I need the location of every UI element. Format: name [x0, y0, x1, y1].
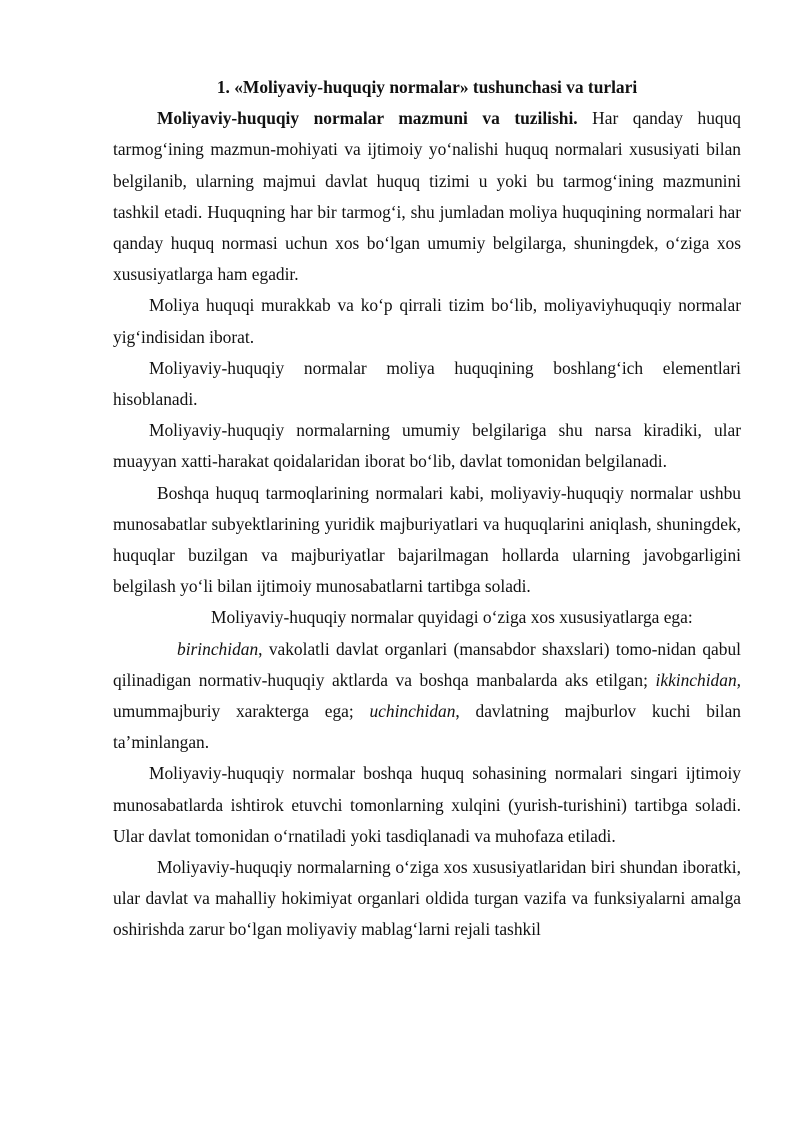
paragraph-behavior: Moliyaviy-huquqiy normalar boshqa huquq sohasining normalari singari ijtimoiy munosabatlarda ishtirok etuvchi tomonlarning xulqini (yurish-turishini) tartibga soladi. Ular davlat tomonidan o‘rnatiladi yoki tasdiqlanadi va muhofaza etiladi.	[113, 763, 741, 846]
first-label: birinchidan	[177, 638, 259, 659]
paragraph-regulation: Boshqa huquq tarmoqlarining normalari kabi, moliyaviy-huquqiy normalar ushbu munosabatlar subyektlarining yuridik majburiyatlari va huquqlarini aniqlash, shuningdek, huquqlar buzilgan va majburiyatlar bajarilmagan hollarda ularning javobgarligini belgilash yo‘li bilan ijtimoiy munosabatlarni tartibga soladi.	[113, 482, 741, 597]
first-text: , vakolatli davlat organlari (mansabdor shaxslari) tomo-nidan qabul qilinadigan normativ-huquqiy aktlarda va boshqa manbalarda aks etilgan;	[113, 638, 741, 690]
paragraph-structure	[113, 103, 741, 290]
third-label: uchinchidan	[369, 701, 456, 722]
section-heading: 1. «Moliyaviy-huquqiy normalar» tushunchasi va turlari	[216, 77, 638, 97]
second-label: ikkinchidan,	[655, 669, 741, 690]
third-text: , davlatning majburlov kuchi bilan ta’minlangan.	[113, 701, 741, 753]
paragraph-features-list	[113, 634, 741, 759]
second-text: umummajburiy xarakterga ega;	[113, 701, 370, 722]
document-page	[113, 72, 741, 946]
paragraph-lead: Moliyaviy-huquqiy normalar mazmuni va tuzilishi.	[157, 108, 578, 129]
paragraph-text: Har qanday huquq tarmog‘ining mazmun-mohiyati va ijtimoiy yo‘nalishi huquq normalari xususiyati bilan belgilanib, ularning majmui davlat huquq tizimi u yoki bu tarmog‘ining mazmunini tashkil etadi. Huquqning har bir tarmog‘i, shu jumladan moliya huquqining normalari har qanday huquq normasi uchun xos bo‘lgan umumiy belgilarga, shuningdek, o‘ziga xos xususiyatlarga ham egadir.	[113, 108, 741, 285]
paragraph-specific-feature: Moliyaviy-huquqiy normalarning o‘ziga xos xususiyatlaridan biri shundan iboratki, ular davlat va mahalliy hokimiyat organlari oldida turgan vazifa va funksiyalarni amalga oshirishda zarur bo‘lgan moliyaviy mablag‘larni rejali tashkil	[113, 857, 741, 940]
paragraph-general-features: Moliyaviy-huquqiy normalarning umumiy belgilariga shu narsa kiradiki, ular muayyan xatti-harakat qoidalaridan iborat bo‘lib, davlat tomonidan belgilanadi.	[113, 420, 741, 472]
paragraph-elements: Moliyaviy-huquqiy normalar moliya huquqining boshlang‘ich elementlari hisoblanadi.	[113, 357, 741, 410]
paragraph-complex-system: Moliya huquqi murakkab va ko‘p qirrali tizim bo‘lib, moliyaviyhuquqiy normalar yig‘indisidan iborat.	[113, 295, 741, 347]
paragraph-features-intro: Moliyaviy-huquqiy normalar quyidagi o‘ziga xos xususiyatlarga ega:	[211, 607, 693, 628]
